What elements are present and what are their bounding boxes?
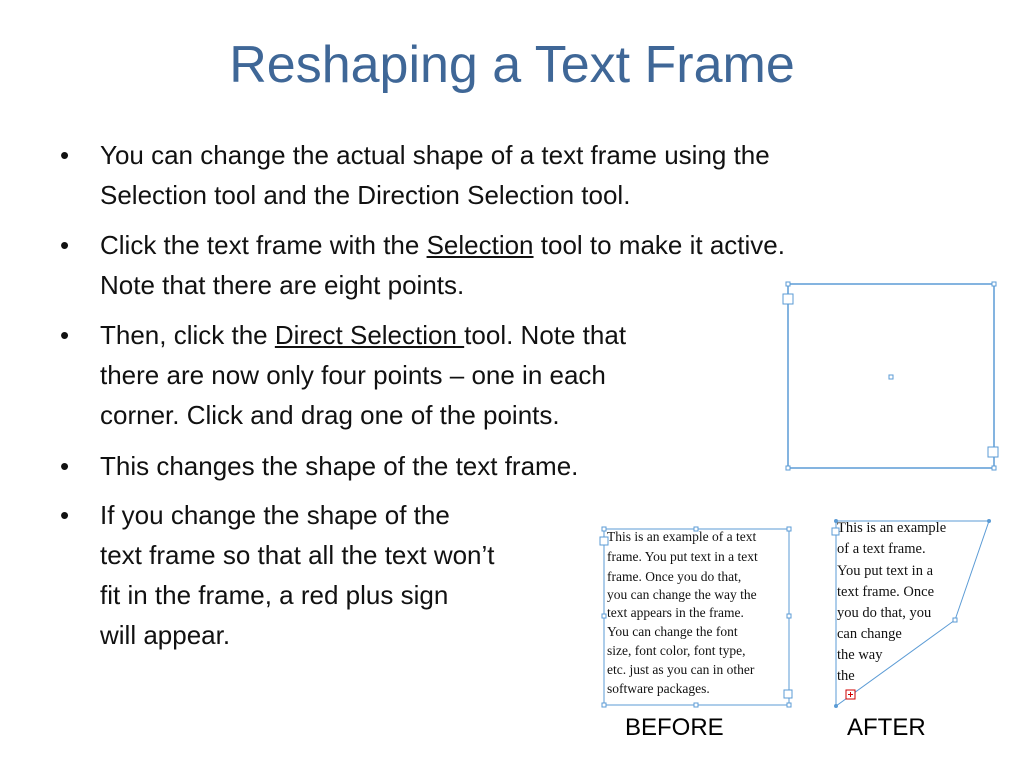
before-line: You can change the font xyxy=(607,624,738,639)
frame-handle xyxy=(786,466,790,470)
bullet-5-line-3: fit in the frame, a red plus sign xyxy=(100,580,449,610)
bullet-5-line-4: will appear. xyxy=(100,620,231,650)
bullet-marker: • xyxy=(60,230,70,260)
after-line: text frame. Once xyxy=(837,584,935,600)
frame-handle xyxy=(992,282,996,286)
bullet-1-line-2: Selection tool and the Direction Selection tool. xyxy=(100,180,631,210)
direct-selection-tool-link[interactable]: Direct Selection xyxy=(274,320,465,350)
before-line: software packages. xyxy=(607,681,710,696)
bullet-4-line-1: This changes the shape of the text frame. xyxy=(100,451,579,481)
after-line: you do that, you xyxy=(837,605,932,621)
after-line: You put text in a xyxy=(837,563,934,579)
overset-plus-icon[interactable] xyxy=(846,690,855,699)
bullet-3-line-3: corner. Click and drag one of the points. xyxy=(100,400,560,430)
before-line: This is an example of a text xyxy=(607,529,757,544)
empty-text-frame[interactable] xyxy=(783,282,998,470)
bullet-3-suffix: tool. Note that xyxy=(464,320,627,350)
bullet-2-suffix: tool to make it active. xyxy=(533,230,785,260)
before-line: you can change the way the xyxy=(607,587,757,602)
before-caption: BEFORE xyxy=(625,714,724,741)
bullet-5-line-2: text frame so that all the text won’t xyxy=(100,540,495,570)
after-caption: AFTER xyxy=(847,714,926,741)
frame-handle xyxy=(786,282,790,286)
after-line: the xyxy=(837,668,855,684)
after-line: the way xyxy=(837,647,883,663)
before-line: text appears in the frame. xyxy=(607,605,744,620)
bullet-5-line-1: If you change the shape of the xyxy=(100,500,450,530)
selection-tool-link[interactable]: Selection xyxy=(426,230,534,260)
slide-title: Reshaping a Text Frame xyxy=(229,36,795,94)
before-line: size, font color, font type, xyxy=(607,643,746,658)
center-point xyxy=(889,375,893,379)
frame-handle xyxy=(992,466,996,470)
bullet-2-line-2: Note that there are eight points. xyxy=(100,270,465,300)
bullet-marker: • xyxy=(60,320,70,350)
after-line: of a text frame. xyxy=(837,541,926,557)
bullet-2-prefix: Click the text frame with the xyxy=(100,230,427,260)
before-line: frame. Once you do that, xyxy=(607,569,742,584)
bullet-marker: • xyxy=(60,140,70,170)
bullet-1-line-1: You can change the actual shape of a text frame using the xyxy=(100,140,770,170)
before-line: frame. You put text in a text xyxy=(607,549,758,564)
out-port-handle xyxy=(988,447,998,457)
bullet-marker: • xyxy=(60,500,70,530)
in-port-handle xyxy=(783,294,793,304)
bullet-3-line-2: there are now only four points – one in each xyxy=(100,360,606,390)
bullet-3-prefix: Then, click the xyxy=(100,320,275,350)
after-line: This is an example xyxy=(837,520,947,536)
after-line: can change xyxy=(837,626,902,642)
bullet-marker: • xyxy=(60,451,70,481)
before-line: etc. just as you can in other xyxy=(607,662,755,677)
